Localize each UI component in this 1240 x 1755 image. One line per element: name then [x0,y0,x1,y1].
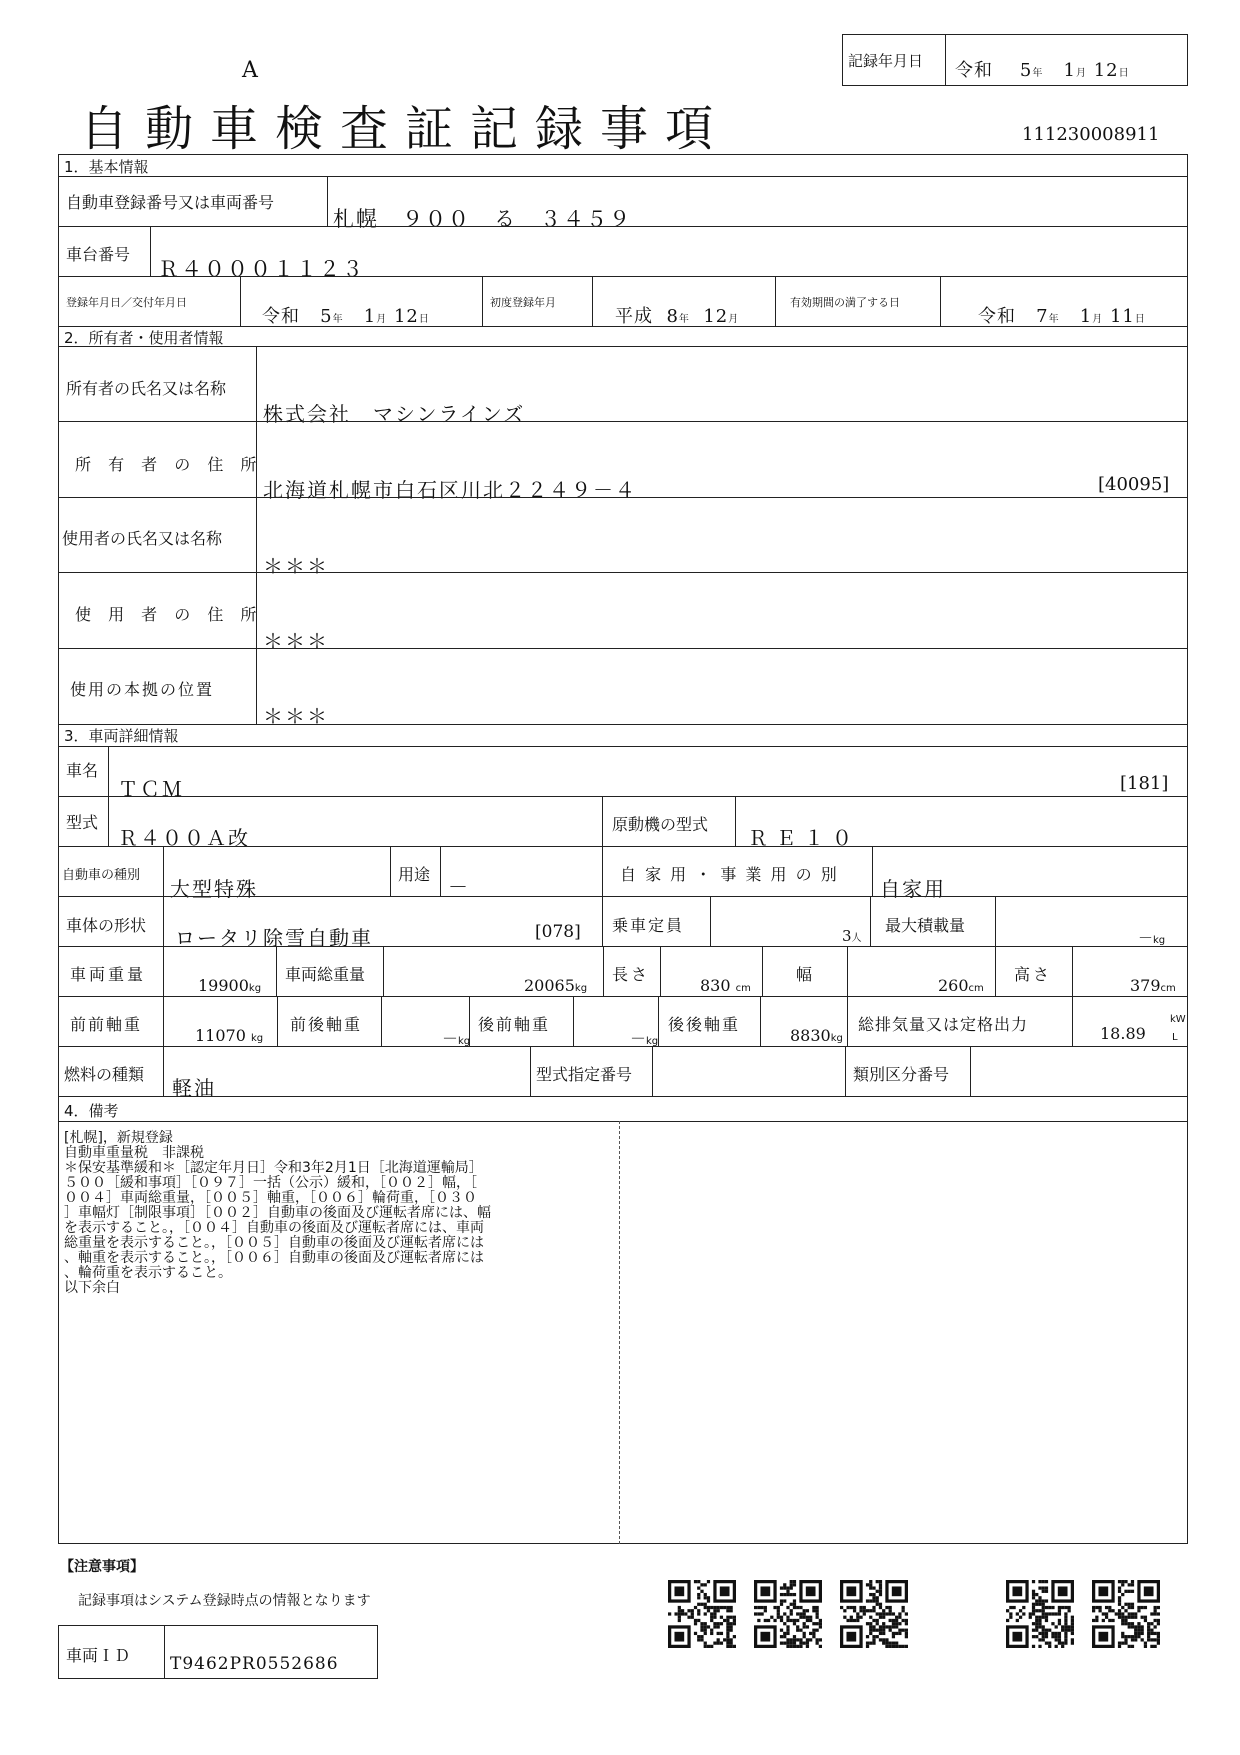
qr-code-icon [668,1580,736,1648]
user-name-label: 使用者の氏名又は名称 [62,529,223,548]
rf-axle: －kg [630,1029,659,1048]
liter-unit: L [1172,1032,1178,1043]
fuel-label: 燃料の種類 [64,1065,145,1084]
width: 260cm [938,976,984,995]
body-shape: ロータリ除雪自動車 [175,926,373,950]
rr-axle-label: 後後軸重 [668,1015,741,1034]
owner-addr: 北海道札幌市白石区川北２２４９－４ [263,478,637,502]
private-label: 自 家 用 ・ 事 業 用 の 別 [620,865,839,884]
type-no-label: 型式指定番号 [536,1065,633,1084]
weight-label: 車両重量 [70,965,147,984]
capacity: 3人 [842,927,862,945]
form-letter: A [242,58,258,83]
vehicle-name: ＴＣＭ [118,777,184,801]
max-load: －kg [1138,929,1166,947]
model: Ｒ４００Ａ改 [118,826,250,850]
body-label: 車体の形状 [66,916,147,935]
chassis-number: Ｒ４０００１１２３ [158,257,365,281]
vehicle-name-code: [181] [1120,773,1169,794]
capacity-label: 乗車定員 [612,916,685,935]
vehicle-id-label: 車両ＩＤ [66,1646,131,1665]
max-load-label: 最大積載量 [885,916,966,935]
fr-axle: －kg [442,1029,471,1048]
height-label: 高さ [1014,965,1053,984]
height: 379cm [1130,976,1176,995]
section2-heading: 2．所有者・使用者情報 [64,329,224,347]
reg-date: 令和 5年 1月 12日 [262,306,430,327]
kw-unit: kW [1170,1014,1186,1025]
base-location: ＊＊＊ [263,704,329,728]
remark-line: 、軸重を表示すること。，［００６］自動車の後面及び運転者席には [64,1250,484,1266]
qr-code-icon [840,1580,908,1648]
displacement: 18.89 [1100,1024,1146,1043]
engine-model: ＲＥ１０ [748,826,860,850]
remark-line: [札幌]，新規登録 [64,1130,173,1146]
remark-line: 、輪荷重を表示すること。 [64,1265,232,1281]
gross-weight-label: 車両総重量 [285,965,366,984]
remark-line: ００４］車両総重量，［００５］軸重，［００６］輪荷重，［０３０ [64,1190,477,1206]
model-label: 型式 [66,813,99,832]
reg-no-label: 自動車登録番号又は車両番号 [66,193,275,212]
owner-addr-label: 所 有 者 の 住 所 [75,455,263,474]
reg-no: 札幌 ９００ る ３４５９ [333,207,632,231]
use-label: 用途 [398,865,431,884]
engine-label: 原動機の型式 [612,815,709,834]
qr-code-icon [1092,1580,1160,1648]
length: 830 cm [700,976,751,995]
length-label: 長さ [612,965,651,984]
vehicle-kind: 大型特殊 [170,877,258,901]
user-addr-label: 使 用 者 の 住 所 [75,605,263,624]
remark-line: 以下余白 [64,1280,120,1296]
remarks [64,1131,619,1296]
fr-axle-label: 前後軸重 [290,1015,363,1034]
user-addr: ＊＊＊ [263,629,329,653]
fuel-type: 軽油 [172,1076,216,1100]
kind-label: 自動車の種別 [62,868,141,883]
qr-code-icon [1006,1580,1074,1648]
section1-heading: 1．基本情報 [64,158,149,176]
section3-heading: 3．車両詳細情報 [64,727,179,745]
gross-weight: 20065kg [524,976,588,995]
remark-line: 自動車重量税 非課税 [64,1145,204,1161]
owner-addr-code: [40095] [1098,474,1170,495]
expiry-date: 令和 7年 1月 11日 [978,306,1146,327]
note-heading: 【注意事項】 [60,1559,144,1575]
remarks-divider [619,1121,620,1544]
width-label: 幅 [796,965,813,984]
reg-date-label: 登録年月日／交付年月日 [66,296,187,309]
owner-name: 株式会社 マシンラインズ [263,402,526,426]
vehicle-name-label: 車名 [66,761,99,780]
remark-line: ５００［緩和事項］［０９７］一括（公示）緩和，［００２］幅，［ [64,1175,477,1191]
ff-axle: 11070 kg [195,1026,264,1045]
record-date: 令和 5年 1月 12日 [955,60,1130,81]
expiry-label: 有効期間の満了する日 [790,296,900,309]
vehicle-id: T9462PR0552686 [170,1654,339,1674]
remark-line: を表示すること。，［００４］自動車の後面及び運転者席には、車両 [64,1220,484,1236]
chassis-label: 車台番号 [66,245,131,264]
first-reg-date: 平成 8年 12月 [615,306,740,327]
vehicle-weight: 19900kg [198,976,262,995]
remark-line: ］車幅灯［制限事項］［００２］自動車の後面及び運転者席には、幅 [64,1205,491,1221]
user-name: ＊＊＊ [263,554,329,578]
ff-axle-label: 前前軸重 [70,1015,143,1034]
base-label: 使用の本拠の位置 [70,680,215,699]
displacement-label: 総排気量又は定格出力 [858,1015,1029,1034]
first-reg-label: 初度登録年月 [490,296,556,309]
page-title: 自動車検査証記録事項 [80,101,731,157]
qr-code-icon [754,1580,822,1648]
doc-number: 111230008911 [1022,124,1160,145]
rr-axle: 8830kg [790,1026,843,1045]
rf-axle-label: 後前軸重 [478,1015,551,1034]
record-date-label: 記録年月日 [848,52,924,70]
private-use: 自家用 [880,877,946,901]
owner-name-label: 所有者の氏名又は名称 [66,379,227,398]
remark-line: 総重量を表示すること。，［００５］自動車の後面及び運転者席には [64,1235,484,1251]
use: － [448,875,470,899]
body-code: [078] [535,922,581,942]
section4-heading: 4．備考 [64,1102,119,1120]
note-text: 記録事項はシステム登録時点の情報となります [78,1593,371,1609]
remark-line: ＊保安基準緩和＊［認定年月日］令和3年2月1日［北海道運輸局］ [64,1160,483,1176]
class-no-label: 類別区分番号 [853,1065,950,1084]
